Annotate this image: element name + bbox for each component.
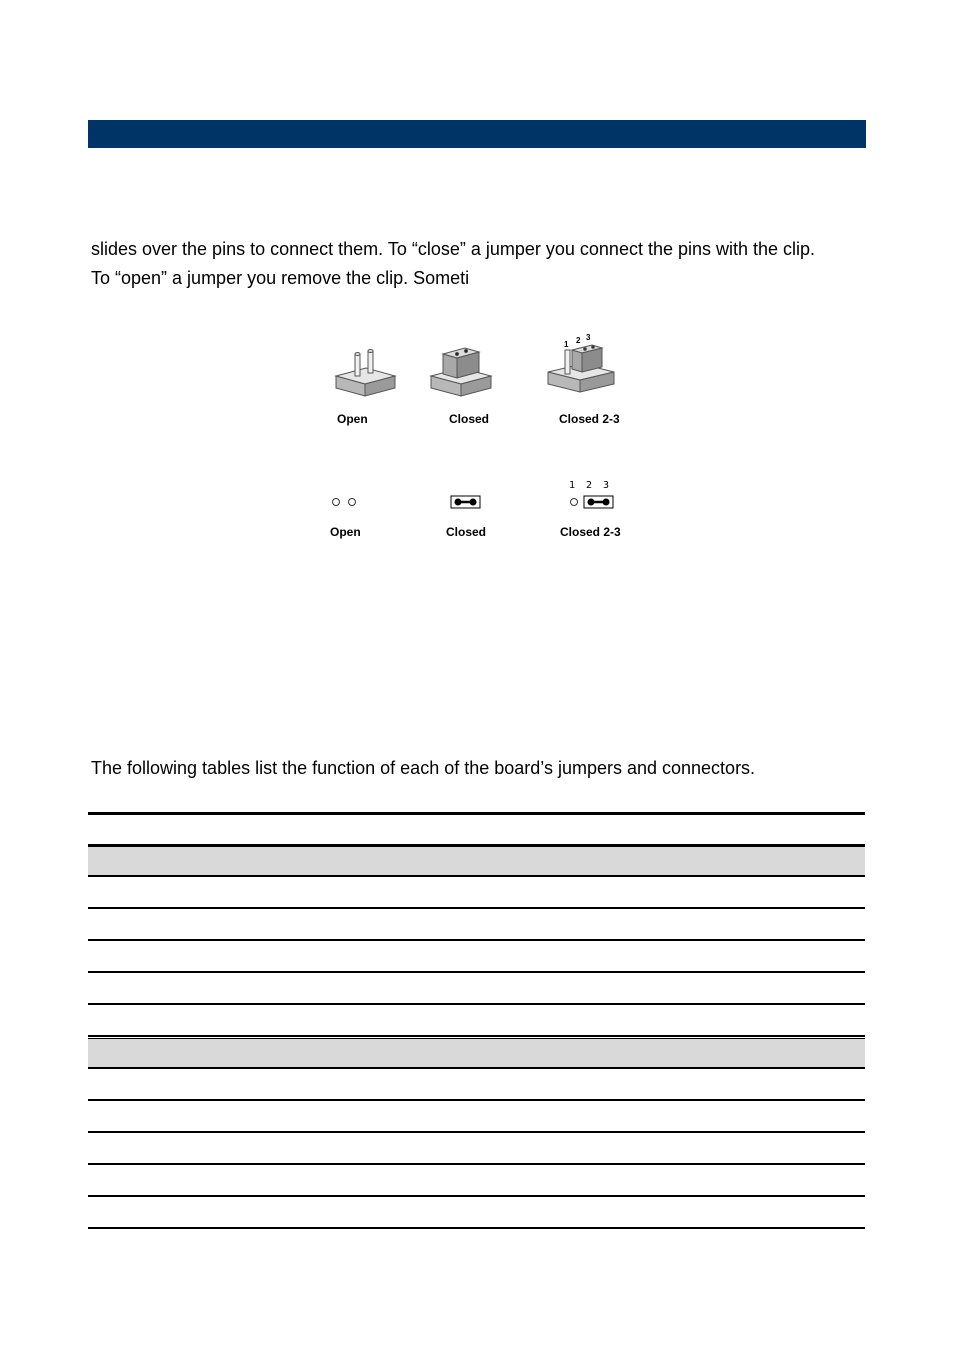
table-row [88,1070,865,1101]
jumper-figure [300,320,660,560]
caption-bottom-open: Open [330,525,361,539]
open-jumper-symbol-icon [333,499,356,506]
pin-number-3d-1: 1 [564,340,569,349]
closed-2-3-jumper-symbol-icon [571,496,614,508]
intro-line-2: To “open” a jumper you remove the clip. Someti [91,268,470,288]
table-row [88,974,865,1005]
caption-top-open: Open [337,412,368,426]
table-row [88,910,865,941]
table-title-row [88,815,865,846]
table-header-row [88,1038,865,1069]
table-header-row [88,846,865,877]
caption-top-closed-2-3: Closed 2-3 [559,412,620,426]
table-title-row [88,1006,865,1037]
caption-bottom-closed: Closed [446,525,487,539]
intro-line-1: slides over the pins to connect them. To “close” a jumper you connect the pins with the clip. [91,239,816,259]
table-row [88,1134,865,1165]
pin-number-3d-2: 2 [576,336,581,345]
tables-intro-paragraph: The following tables list the function of each of the board’s jumpers and connectors. [91,758,756,778]
closed-jumper-3d-icon [431,348,491,396]
closed-2-3-jumper-3d-icon [548,345,614,392]
table-row [88,1198,865,1229]
intro-paragraph [91,235,815,293]
caption-top-closed: Closed [449,412,490,426]
pin-number-2d-2: 2 [586,480,593,491]
pin-number-2d-3: 3 [603,480,610,491]
table-row [88,1166,865,1197]
table-row [88,1102,865,1133]
closed-jumper-symbol-icon [451,496,480,508]
table-row [88,942,865,973]
pin-number-3d-3: 3 [586,333,591,342]
open-jumper-3d-icon [336,350,395,397]
pin-number-2d-1: 1 [569,480,576,491]
jumper-2d-symbols [300,490,660,520]
section-header-bar [88,120,866,148]
caption-bottom-closed-2-3: Closed 2-3 [560,525,621,539]
table-row [88,878,865,909]
